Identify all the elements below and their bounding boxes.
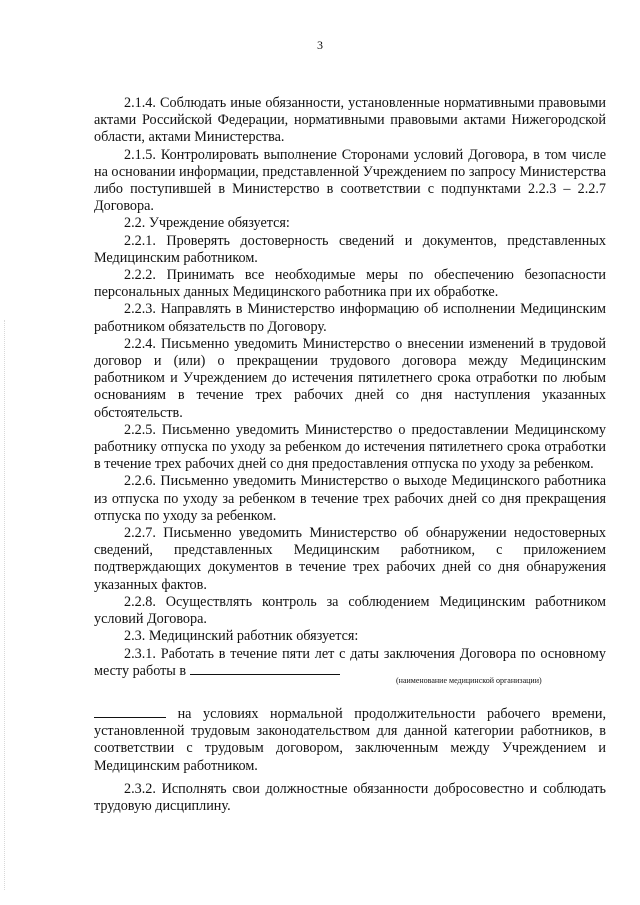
paragraph-2-2-2: 2.2.2. Принимать все необходимые меры по обеспечению безопасности персональных данных Медицинского работника при их обработке. xyxy=(94,267,606,301)
caption-row xyxy=(94,675,606,706)
paragraph-2-2-1: 2.2.1. Проверять достоверность сведений и документов, представленных Медицинским работником. xyxy=(94,232,606,266)
paragraph-2-3: 2.3. Медицинский работник обязуется: xyxy=(124,628,359,645)
paragraph-2-1-5: 2.1.5. Контролировать выполнение Сторонами условий Договора, в том числе на основании информации, представленной Учреждением по запросу Министерства либо поступившей в Министерство в соответствии с подпунктами 2.2.3 – 2.2.7 Договора. xyxy=(94,146,607,215)
organization-caption: (наименование медицинской организации) xyxy=(396,675,542,685)
paragraph-2-3-1-continuation-text: на условиях нормальной продолжительности рабочего времени, установленной трудовым законодательством для данной категории работников, в соответствии с трудовым договором, заключенным между Учреждением и Медицинским работником. xyxy=(94,705,606,774)
paragraph-2-2-3: 2.2.3. Направлять в Министерство информацию об исполнении Медицинским работником обязательств по Договору. xyxy=(94,301,606,335)
scan-margin-marks xyxy=(4,320,7,890)
paragraph-2-2-8: 2.2.8. Осуществлять контроль за соблюдением Медицинским работником условий Договора. xyxy=(94,593,606,628)
paragraph-2-2-6: 2.2.6. Письменно уведомить Министерство о выходе Медицинского работника из отпуска по уходу за ребенком в течение трех рабочих дней со дня прекращения отпуска по уходу за ребенком. xyxy=(94,473,606,524)
paragraph-2-3-2: 2.3.2. Исполнять свои должностные обязанности добросовестно и соблюдать трудовую дисциплину. xyxy=(94,780,606,814)
paragraph-2-3-1 xyxy=(94,646,606,680)
paragraph-2-1-4: 2.1.4. Соблюдать иные обязанности, установленные нормативными правовыми актами Российской Федерации, нормативными правовыми актами Нижегородской области, актами Министерства. xyxy=(94,95,606,146)
document-body xyxy=(94,95,606,815)
continuation-blank-line xyxy=(94,716,166,718)
paragraph-2-2: 2.2. Учреждение обязуется: xyxy=(124,215,290,232)
organization-blank-line xyxy=(190,673,340,675)
paragraph-2-2-5: 2.2.5. Письменно уведомить Министерство о предоставлении Медицинскому работнику отпуска по уходу за ребенком до истечения пятилетнего срока отработки в течение трех рабочих дней со дня предоставления отпуска по уходу за ребенком. xyxy=(94,421,606,473)
paragraph-2-3-1-text: 2.3.1. Работать в течение пяти лет с даты заключения Договора по основному месту работы в xyxy=(94,645,606,679)
page-number: 3 xyxy=(317,38,323,52)
paragraph-2-2-7: 2.2.7. Письменно уведомить Министерство об обнаружении недостоверных сведений, представленных Медицинским работником, с приложением подтверждающих документов в течение трех рабочих дней со дня обнаружения указанных фактов. xyxy=(94,525,606,593)
paragraph-2-2-4: 2.2.4. Письменно уведомить Министерство о внесении изменений в трудовой договор и (или) о прекращении трудового договора между Медицинским работником и Учреждением до истечения пятилетнего срока отработки по любым основаниям в течение трех рабочих дней со дня наступления указанных обстоятельств. xyxy=(94,335,606,421)
paragraph-2-3-1-continuation xyxy=(94,706,606,775)
